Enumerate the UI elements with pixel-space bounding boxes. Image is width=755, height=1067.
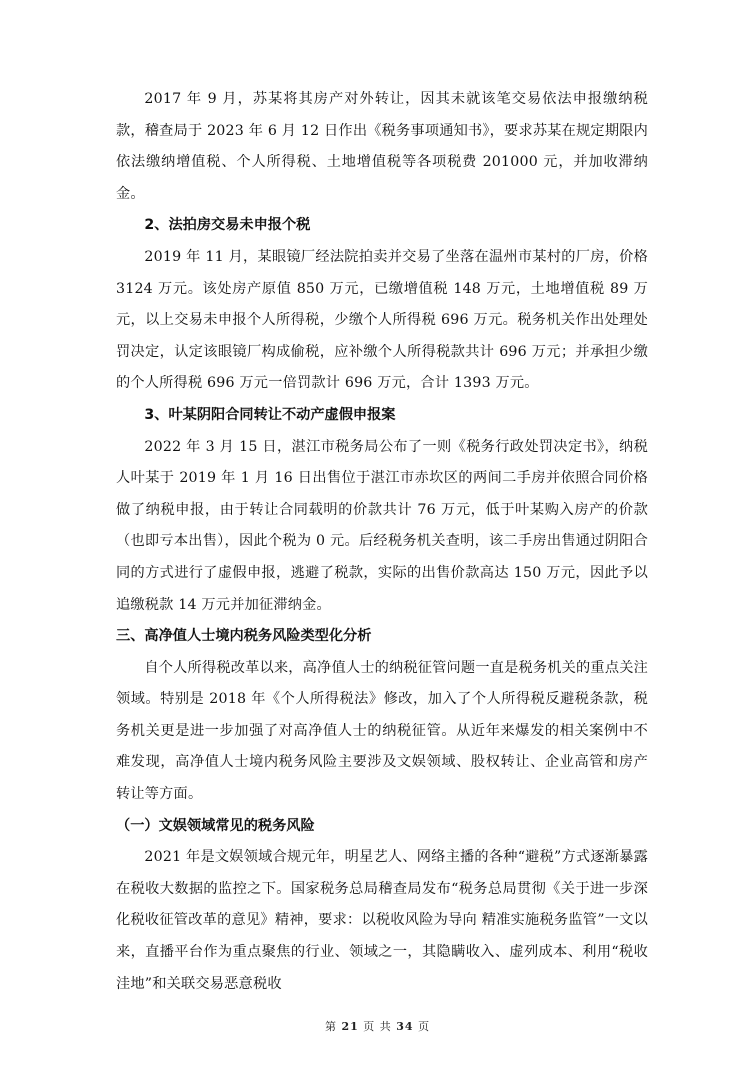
footer-total-pages: 34: [396, 1020, 414, 1033]
paragraph-section-intro: 自个人所得税改革以来，高净值人士的纳税征管问题一直是税务机关的重点关注领域。特别是 2018 年《个人所得税法》修改，加入了个人所得税反避税条款，税务机关更是进一步加强了对高净值人士的纳税征管。从近年来爆发的相关案例中不难发现，高净值人士境内税务风险主要涉及文娱领域、股权转让、企业高管和房产转让等方面。: [116, 659, 648, 803]
subsection-heading-entertainment: （一）文娱领域常见的税务风险: [116, 817, 315, 834]
paragraph-case1-detail: 2017 年 9 月，苏某将其房产对外转让，因其未就该笔交易依法申报缴纳税款，稽查局于 2023 年 6 月 12 日作出《税务事项通知书》，要求苏某在规定期限内依法缴纳增值税、个人所得税、土地增值税等各项税费 201000 元，并加收滞纳金。: [116, 91, 648, 202]
footer-prefix: 第: [324, 1020, 337, 1033]
footer-suffix: 页: [418, 1020, 431, 1033]
footer-middle: 页 共: [363, 1020, 392, 1033]
section-heading-3: 三、高净值人士境内税务风险类型化分析: [116, 628, 372, 645]
paragraph-case3-detail: 2022 年 3 月 15 日，湛江市税务局公布了一则《税务行政处罚决定书》，纳税人叶某于 2019 年 1 月 16 日出售位于湛江市赤坎区的两间二手房并依照合同价格做了纳税申报，由于转让合同载明的价款共计 76 万元，低于叶某购入房产的价款（也即亏本出售），因此个税为 0 元。后经税务机关查明，该二手房出售通过阴阳合同的方式进行了虚假申报，逃避了税款，实际的出售价款高达 150 万元，因此予以追缴税款 14 万元并加征滞纳金。: [116, 438, 648, 613]
paragraph-entertainment-risk: 2021 年是文娱领域合规元年，明星艺人、网络主播的各种“避税”方式逐渐暴露在税收大数据的监控之下。国家税务总局稽查局发布“税务总局贯彻《关于进一步深化税收征管改革的意见》精神，要求：以税收风险为导向 精准实施税务监管”一文以来，直播平台作为重点聚焦的行业、领域之一，其隐瞒收入、虚列成本、利用“税收洼地”和关联交易恶意税收: [116, 849, 648, 992]
document-body: [116, 84, 648, 1000]
heading-case3: 3、叶某阴阳合同转让不动产虚假申报案: [144, 406, 396, 423]
paragraph-case2-detail: 2019 年 11 月，某眼镜厂经法院拍卖并交易了坐落在温州市某村的厂房，价格 3124 万元。该处房产原值 850 万元，已缴增值税 148 万元，土地增值税 89 万元，以上交易未申报个人所得税，少缴个人所得税 696 万元。税务机关作出处理处罚决定，认定该眼镜厂构成偷税，应补缴个人所得税款共计 696 万元；并承担少缴的个人所得税 696 万元一倍罚款计 696 万元，合计 1393 万元。: [116, 248, 648, 392]
heading-case2: 2、法拍房交易未申报个税: [144, 217, 311, 234]
footer-page-number: 21: [341, 1020, 359, 1033]
page-footer: [0, 1018, 755, 1034]
